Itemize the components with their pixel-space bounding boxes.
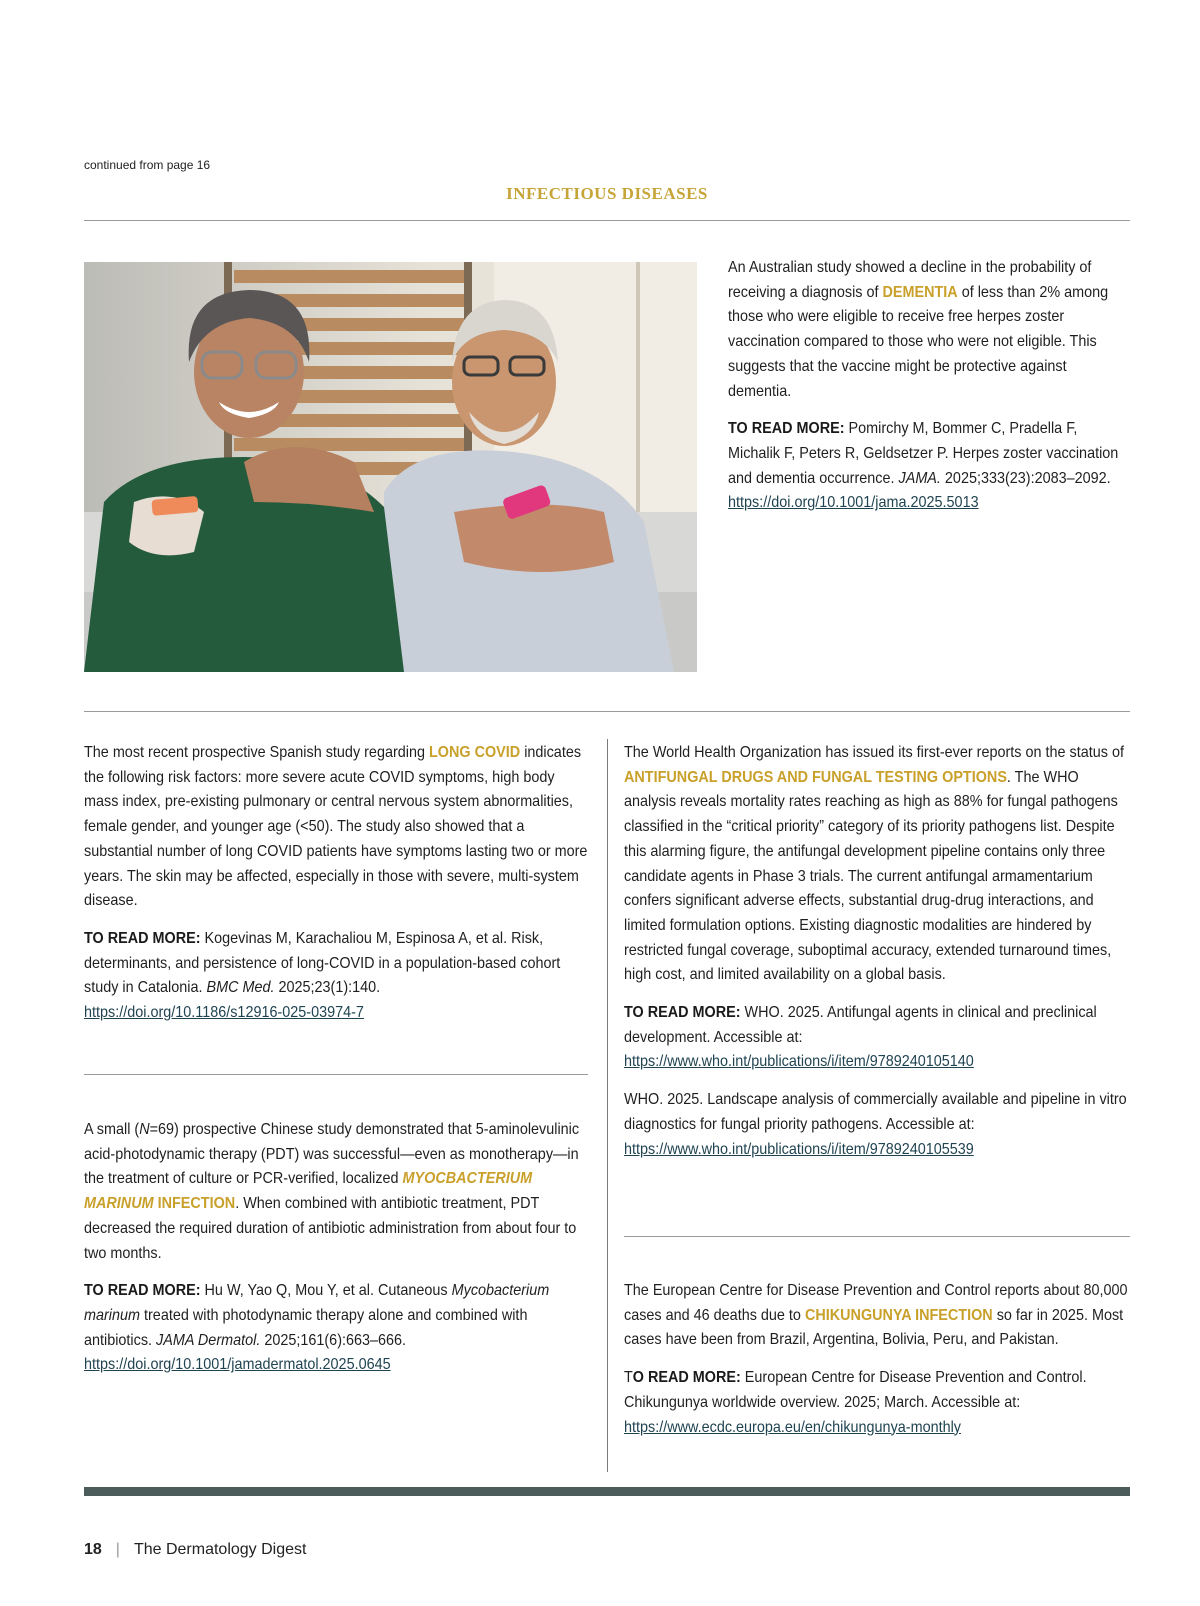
article-long-covid bbox=[84, 741, 588, 1039]
reference-citation: 2025;161(6):663–666. bbox=[260, 1331, 407, 1349]
sample-size-variable: N bbox=[139, 1121, 150, 1138]
chikungunya-body bbox=[624, 1279, 1130, 1353]
species-name: Mycobacterium marinum bbox=[84, 1282, 550, 1324]
dementia-text-end: of less than 2% among those who were eligible to receive free herpes zoster vaccination compared to those who were not eligible. This suggests that the vaccine might be protective against dementia. bbox=[728, 283, 1109, 400]
reference-text: Kogevinas M, Karachaliou M, Espinosa A, et al. Risk, determinants, and persistence of long-COVID in a population-based cohort study in Catalonia. bbox=[84, 929, 561, 997]
doi-link[interactable]: https://doi.org/10.1186/s12916-025-03974-7 bbox=[84, 1004, 364, 1022]
mycobacterium-text-end: . When combined with antibiotic treatment, PDT decreased the required duration of antibiotic administration from about four to two months. bbox=[84, 1195, 577, 1262]
section-divider bbox=[84, 220, 1130, 221]
reference-text: WHO. 2025. Antifungal agents in clinical and preclinical development. Accessible at: bbox=[624, 1004, 1097, 1046]
reference-text: WHO. 2025. Landscape analysis of commercially available and pipeline in vitro diagnostics for fungal priority pathogens. Accessible at: bbox=[624, 1091, 1127, 1133]
reference-text: Pomirchy M, Bommer C, Pradella F, Michalik F, Peters R, Geldsetzer P. Herpes zoster vaccination and dementia occurrence. bbox=[728, 420, 1119, 487]
mycobacterium-keyword-italic: MYOCBACTERIUM MARINUM bbox=[84, 1170, 533, 1213]
long-covid-keyword: LONG COVID bbox=[428, 744, 521, 761]
article-mycobacterium bbox=[84, 1118, 588, 1391]
antifungal-text: The World Health Organization has issued its first-ever reports on the status of bbox=[624, 744, 1124, 761]
publication-name: The Dermatology Digest bbox=[133, 1541, 307, 1558]
article-antifungal bbox=[624, 741, 1130, 1175]
mycobacterium-reference bbox=[84, 1279, 588, 1378]
antifungal-keyword: ANTIFUNGAL DRUGS AND FUNGAL TESTING OPTIONS bbox=[624, 768, 1007, 786]
doi-link[interactable]: https://doi.org/10.1001/jama.2025.5013 bbox=[728, 494, 979, 512]
article-dementia bbox=[728, 256, 1129, 529]
article-chikungunya bbox=[624, 1279, 1130, 1453]
mycobacterium-keyword: INFECTION bbox=[153, 1195, 236, 1213]
who-link-diagnostics[interactable]: https://www.who.int/publications/i/item/9789240105539 bbox=[624, 1140, 974, 1158]
chikungunya-text-end: so far in 2025. Most cases have been from Brazil, Argentina, Bolivia, Peru, and Pakistan. bbox=[624, 1306, 1124, 1349]
page-number: 18 bbox=[84, 1541, 102, 1558]
section-title: INFECTIOUS DISEASES bbox=[506, 184, 708, 203]
long-covid-text-end: indicates the following risk factors: more severe acute COVID symptoms, high body mass index, pre-existing pulmonary or central nervous system abnormalities, female gender, and younger age (<50). The study also showed that a substantial number of long COVID patients have symptoms lasting two or more years. The skin may be affected, especially in those with severe, multi-system disease. bbox=[84, 744, 588, 910]
antifungal-body bbox=[624, 741, 1130, 988]
read-more-initial: T bbox=[624, 1369, 633, 1387]
journal-name: BMC Med. bbox=[206, 979, 275, 997]
read-more-label: TO READ MORE: bbox=[84, 929, 201, 947]
mycobacterium-body bbox=[84, 1118, 588, 1266]
left-divider bbox=[84, 1074, 588, 1075]
column-divider bbox=[607, 739, 608, 1472]
read-more-label: O READ MORE: bbox=[632, 1369, 741, 1387]
footer-band bbox=[84, 1487, 1130, 1496]
long-covid-reference bbox=[84, 927, 588, 1026]
reference-citation: 2025;333(23):2083–2092. bbox=[940, 469, 1111, 487]
antifungal-reference-1 bbox=[624, 1001, 1130, 1075]
doi-link[interactable]: https://doi.org/10.1001/jamadermatol.2025.0645 bbox=[84, 1356, 391, 1374]
mycobacterium-text: A small ( bbox=[84, 1121, 140, 1138]
read-more-label: TO READ MORE: bbox=[84, 1282, 201, 1300]
chikungunya-keyword: CHIKUNGUNYA INFECTION bbox=[804, 1306, 993, 1324]
vaccinated-couple-illustration bbox=[84, 262, 697, 672]
journal-name: JAMA. bbox=[898, 469, 941, 487]
right-divider bbox=[624, 1236, 1130, 1237]
reference-text: Hu W, Yao Q, Mou Y, et al. Cutaneous bbox=[200, 1282, 452, 1300]
who-link-antifungal[interactable]: https://www.who.int/publications/i/item/9789240105140 bbox=[624, 1053, 974, 1071]
row-divider bbox=[84, 711, 1130, 712]
continued-note: continued from page 16 bbox=[84, 158, 211, 172]
reference-citation: 2025;23(1):140. bbox=[274, 979, 381, 997]
antifungal-text-end: . The WHO analysis reveals mortality rates reaching as high as 88% for fungal pathogens classified in the “critical priority” category of its priority pathogens list. Despite this alarming figure, the antifungal development pipeline contains only three candidate agents in Phase 3 trials. The current antifungal armamentarium confers significant adverse effects, substantial drug-drug interactions, and limited formulation options. Existing diagnostic modalities are hindered by restricted fungal coverage, suboptimal accuracy, extended turnaround times, high cost, and limited availability on a global basis. bbox=[624, 768, 1118, 984]
reference-text: European Centre for Disease Prevention and Control. Chikungunya worldwide overview. 2025; March. Accessible at: bbox=[624, 1369, 1087, 1411]
dementia-body bbox=[728, 256, 1129, 404]
dementia-keyword: DEMENTIA bbox=[882, 283, 958, 301]
read-more-label: TO READ MORE: bbox=[728, 420, 845, 438]
read-more-label: TO READ MORE: bbox=[624, 1004, 741, 1022]
mycobacterium-text-cont: =69) prospective Chinese study demonstrated that 5-aminolevulinic acid-photodynamic therapy (PDT) was successful—even as monotherapy—in the treatment of culture or PCR-verified, localized bbox=[84, 1121, 580, 1188]
long-covid-text: The most recent prospective Spanish study regarding bbox=[84, 744, 429, 761]
ecdc-link[interactable]: https://www.ecdc.europa.eu/en/chikungunya-monthly bbox=[624, 1418, 961, 1436]
page-footer bbox=[84, 1541, 306, 1559]
chikungunya-reference bbox=[624, 1366, 1130, 1440]
antifungal-reference-2 bbox=[624, 1088, 1130, 1162]
reference-text-cont: treated with photodynamic therapy alone and combined with antibiotics. bbox=[84, 1306, 528, 1349]
vaccination-photo bbox=[84, 262, 697, 672]
journal-name: JAMA Dermatol. bbox=[156, 1331, 261, 1349]
footer-separator: | bbox=[115, 1541, 120, 1558]
chikungunya-text: The European Centre for Disease Prevention and Control reports about 80,000 cases and 46 deaths due to bbox=[624, 1282, 1128, 1324]
dementia-reference bbox=[728, 417, 1129, 516]
dementia-text: An Australian study showed a decline in the probability of receiving a diagnosis of bbox=[728, 259, 1092, 301]
long-covid-body bbox=[84, 741, 588, 914]
